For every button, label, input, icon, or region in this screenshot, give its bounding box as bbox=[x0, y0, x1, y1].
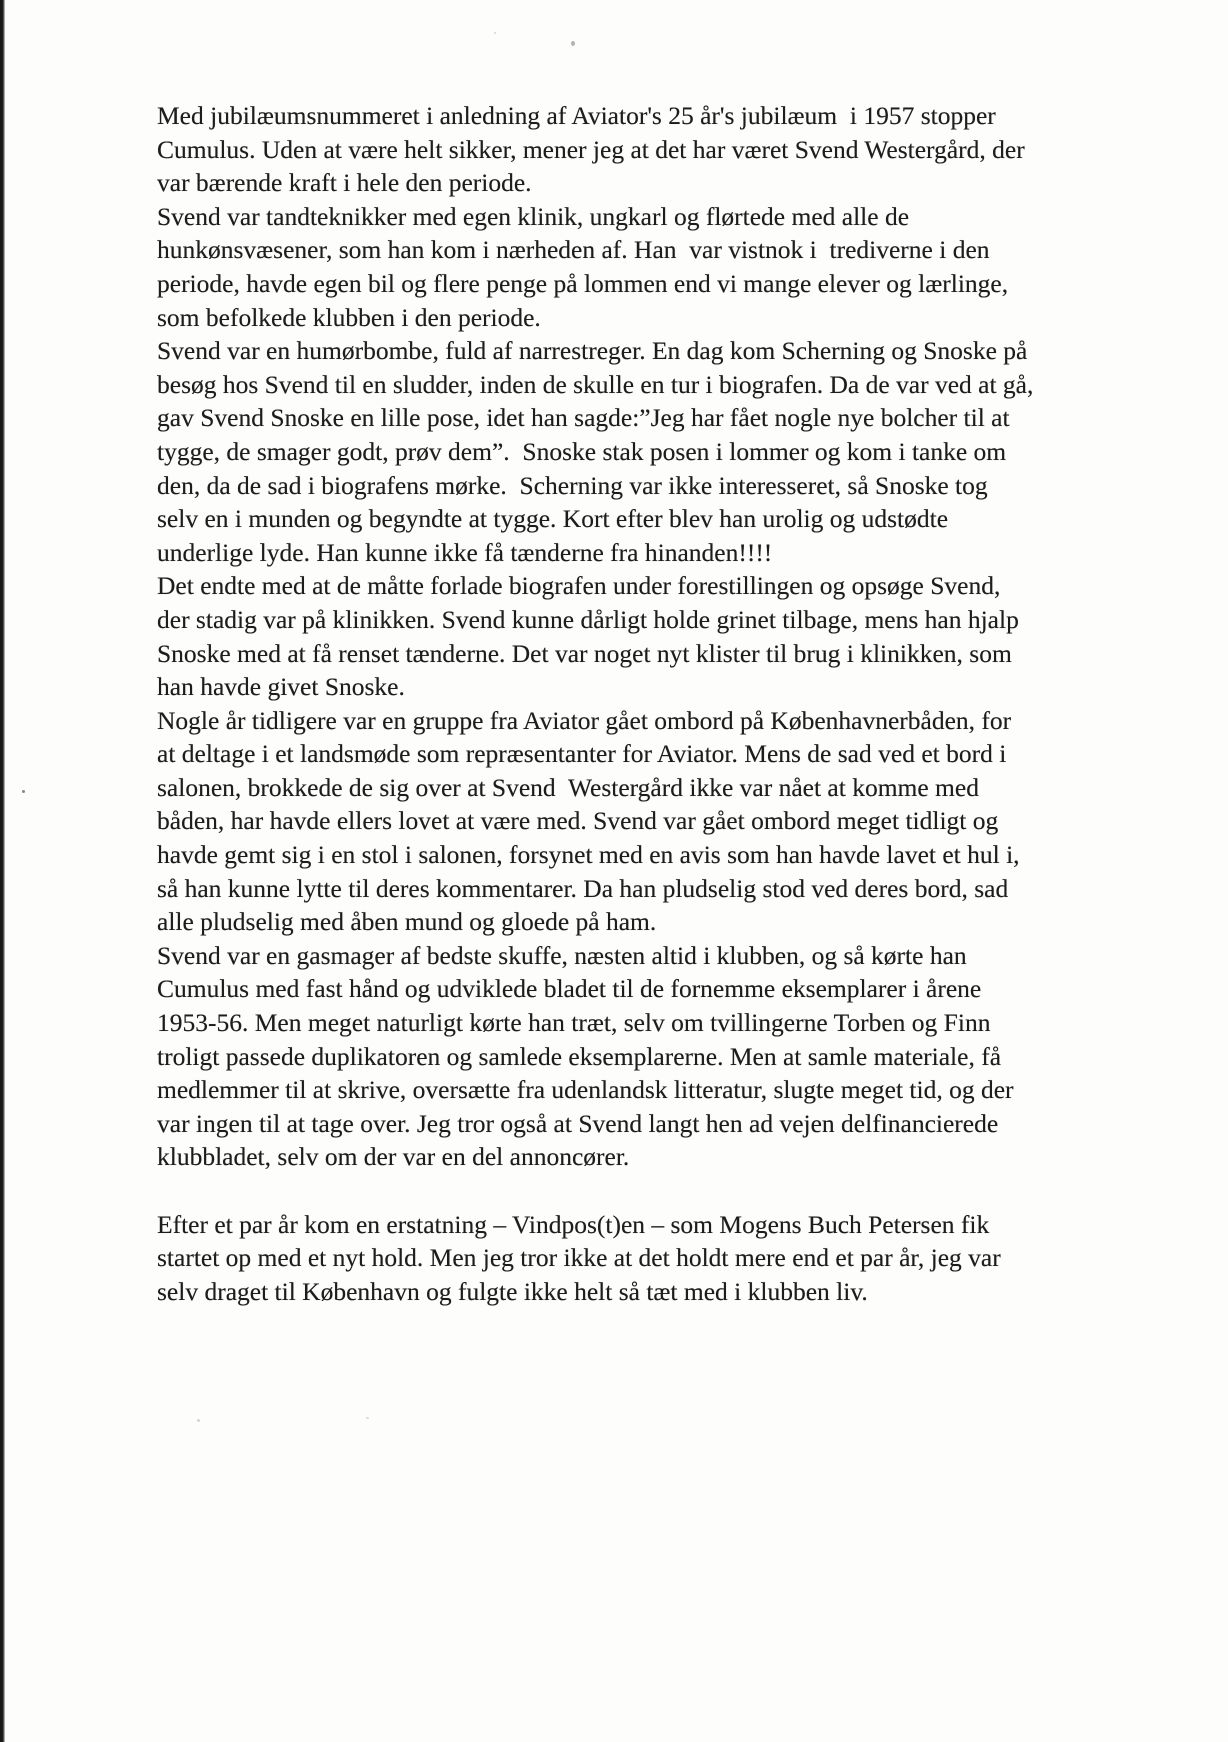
text-line: han havde givet Snoske. bbox=[157, 672, 405, 702]
text-line: Snoske med at få renset tænderne. Det var noget nyt klister til brug i klinikken, som bbox=[157, 638, 1012, 668]
text-line: alle pludselig med åben mund og gloede på ham. bbox=[157, 907, 657, 937]
text-line: selv en i munden og begyndte at tygge. Kort efter blev han urolig og udstødte bbox=[157, 504, 949, 534]
text-line: Cumulus med fast hånd og udviklede bladet til de fornemme eksemplarer i årene bbox=[157, 974, 982, 1004]
text-line: besøg hos Svend til en sludder, inden de skulle en tur i biografen. Da de var ved at gå, bbox=[157, 369, 1034, 399]
paragraph bbox=[157, 334, 1033, 569]
text-line: der stadig var på klinikken. Svend kunne dårligt holde grinet tilbage, mens han hjalp bbox=[157, 604, 1019, 634]
text-line: så han kunne lytte til deres kommentarer. Da han pludselig stod ved deres bord, sad bbox=[157, 873, 1009, 903]
text-line: var bærende kraft i hele den periode. bbox=[157, 168, 532, 198]
scan-speck bbox=[366, 1417, 369, 1419]
text-line: tygge, de smager godt, prøv dem”. Snoske stak posen i lommer og kom i tanke om bbox=[157, 436, 1007, 466]
text-line: den, da de sad i biografens mørke. Scherning var ikke interesseret, så Snoske tog bbox=[157, 470, 988, 500]
text-line: 1953-56. Men meget naturligt kørte han træt, selv om tvillingerne Torben og Finn bbox=[157, 1008, 991, 1038]
text-line: var ingen til at tage over. Jeg tror også at Svend langt hen ad vejen delfinancierede bbox=[157, 1108, 999, 1138]
text-line: som befolkede klubben i den periode. bbox=[157, 302, 541, 332]
text-line: hunkønsvæsener, som han kom i nærheden af. Han var vistnok i trediverne i den bbox=[157, 235, 990, 265]
paragraph bbox=[157, 200, 1033, 334]
paragraph bbox=[157, 569, 1033, 703]
text-line: Svend var en humørbombe, fuld af narrestreger. En dag kom Scherning og Snoske på bbox=[157, 336, 1028, 366]
text-line: periode, havde egen bil og flere penge på lommen end vi mange elever og lærlinge, bbox=[157, 268, 1009, 298]
text-line: salonen, brokkede de sig over at Svend Westergård ikke var nået at komme med bbox=[157, 772, 979, 802]
text-line: havde gemt sig i en stol i salonen, forsynet med en avis som han havde lavet et hul i, bbox=[157, 840, 1020, 870]
text-line: Med jubilæumsnummeret i anledning af Aviator's 25 år's jubilæum i 1957 stopper bbox=[157, 101, 996, 130]
text-line: båden, har havde ellers lovet at være med. Svend var gået ombord meget tidligt og bbox=[157, 806, 999, 836]
scan-speck bbox=[22, 790, 25, 793]
text-line: startet op med et nyt hold. Men jeg tror ikke at det holdt mere end et par år, jeg var bbox=[157, 1243, 1001, 1273]
text-line: Nogle år tidligere var en gruppe fra Aviator gået ombord på Københavnerbåden, for bbox=[157, 705, 1012, 735]
text-line: at deltage i et landsmøde som repræsentanter for Aviator. Mens de sad ved et bord i bbox=[157, 739, 1007, 769]
scan-edge-artifact bbox=[0, 0, 5, 1742]
text-line: gav Svend Snoske en lille pose, idet han sagde:”Jeg har fået nogle nye bolcher til at bbox=[157, 403, 1010, 433]
paragraph bbox=[157, 939, 1033, 1174]
text-line: klubbladet, selv om der var en del annoncører. bbox=[157, 1142, 630, 1172]
scan-speck bbox=[571, 41, 575, 46]
text-line: Det endte med at de måtte forlade biografen under forestillingen og opsøge Svend, bbox=[157, 571, 1001, 601]
text-line: Svend var tandteknikker med egen klinik, ungkarl og flørtede med alle de bbox=[157, 201, 910, 231]
scan-speck bbox=[494, 32, 496, 34]
text-line: Cumulus. Uden at være helt sikker, mener jeg at det har været Svend Westergård, der bbox=[157, 134, 1025, 164]
text-line: selv draget til København og fulgte ikke helt så tæt med i klubben liv. bbox=[157, 1276, 868, 1306]
text-line: medlemmer til at skrive, oversætte fra udenlandsk litteratur, slugte meget tid, og der bbox=[157, 1075, 1014, 1105]
document-text bbox=[157, 99, 1033, 1308]
text-line: underlige lyde. Han kunne ikke få tænderne fra hinanden!!!! bbox=[157, 537, 773, 567]
text-line: Efter et par år kom en erstatning – Vindpos(t)en – som Mogens Buch Petersen fik bbox=[157, 1209, 990, 1239]
paragraph bbox=[157, 704, 1033, 939]
paragraph bbox=[157, 1208, 1033, 1309]
text-line: troligt passede duplikatoren og samlede eksemplarerne. Men at samle materiale, få bbox=[157, 1041, 1002, 1071]
scan-speck bbox=[197, 1419, 200, 1422]
paragraph bbox=[157, 99, 1033, 200]
text-line: Svend var en gasmager af bedste skuffe, næsten altid i klubben, og så kørte han bbox=[157, 940, 967, 970]
